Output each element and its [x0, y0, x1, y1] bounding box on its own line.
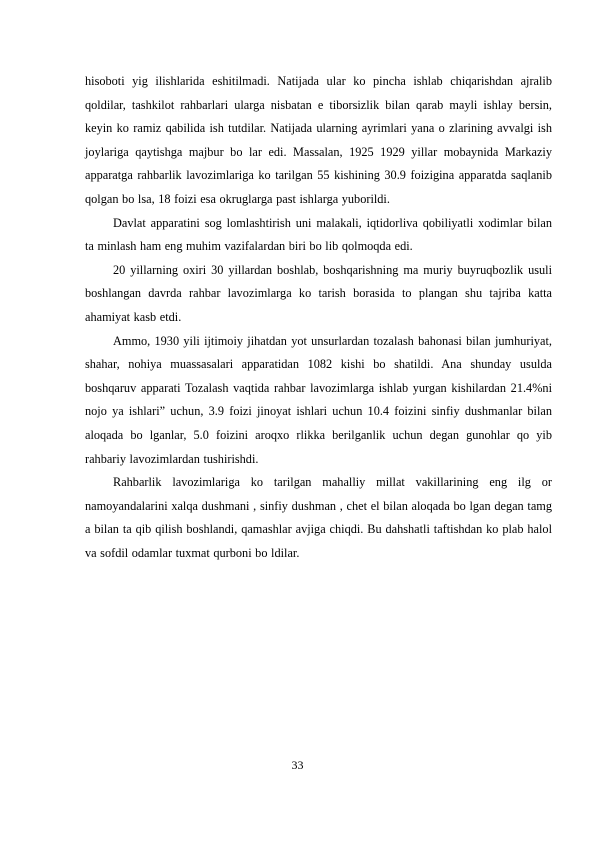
paragraph-1: hisoboti yig ilishlarida eshitilmadi. Natijada ular ko pincha ishlab chiqarishdan ajralib qoldilar, tashkilot rahbarlari ularga nisbatan e tiborsizlik bilan qarab mayli ishlay bersin, keyin ko ramiz qabilida ish tutdilar. Natijada ularning ayrimlari yana o zlarining avvalgi ish joylariga qaytishga majbur bo lar edi. Massalan, 1925 1929 yillar mobaynida Markaziy apparatga rahbarlik lavozimlariga ko tarilgan 55 kishining 30.9 foizigina apparatda saqlanib qolgan bo lsa, 18 foizi esa okruglarga past ishlarga yuborildi.: [85, 74, 552, 206]
paragraph-4: Ammo, 1930 yili ijtimoiy jihatdan yot unsurlardan tozalash bahonasi bilan jumhuriyat, shahar, nohiya muassasalari apparatidan 1082 kishi bo shatildi. Ana shunday usulda boshqaruv apparati Tozalash vaqtida rahbar lavozimlarga ishlab yurgan kishilardan 21.4%ni nojo ya ishlari” uchun, 3.9 foizi jinoyat ishlari uchun 10.4 foizini sinfiy dushmanlar bilan aloqada bo lganlar, 5.0 foizini aroqxo rlikka berilganlik uchun degan gunohlar qo yib rahbariy lavozimlardan tushirishdi.: [85, 333, 552, 466]
paragraph-2: Davlat apparatini sog lomlashtirish uni malakali, iqtidorliva qobiliyatli xodimlar bilan ta minlash ham eng muhim vazifalardan biri bo lib qolmoqda edi.: [85, 215, 552, 254]
paragraph-5: Rahbarlik lavozimlariga ko tarilgan mahalliy millat vakillarining eng ilg or namoyandalarini xalqa dushmani , sinfiy dushman , chet el bilan aloqada bo lgan degan tamg a bilan ta qib qilish boshlandi, qamashlar avjiga chiqdi. Bu dahshatli taftishdan ko plab halol va sofdil odamlar tuxmat qurboni bo ldilar.: [85, 475, 552, 560]
page-body: [85, 70, 552, 565]
paragraph-3: 20 yillarning oxiri 30 yillardan boshlab, boshqarishning ma muriy buyruqbozlik usuli boshlangan davrda rahbar lavozimlarga ko tarish borasida to plangan shu tajriba katta ahamiyat kasb etdi.: [85, 262, 552, 324]
page-number: 33: [291, 758, 304, 772]
